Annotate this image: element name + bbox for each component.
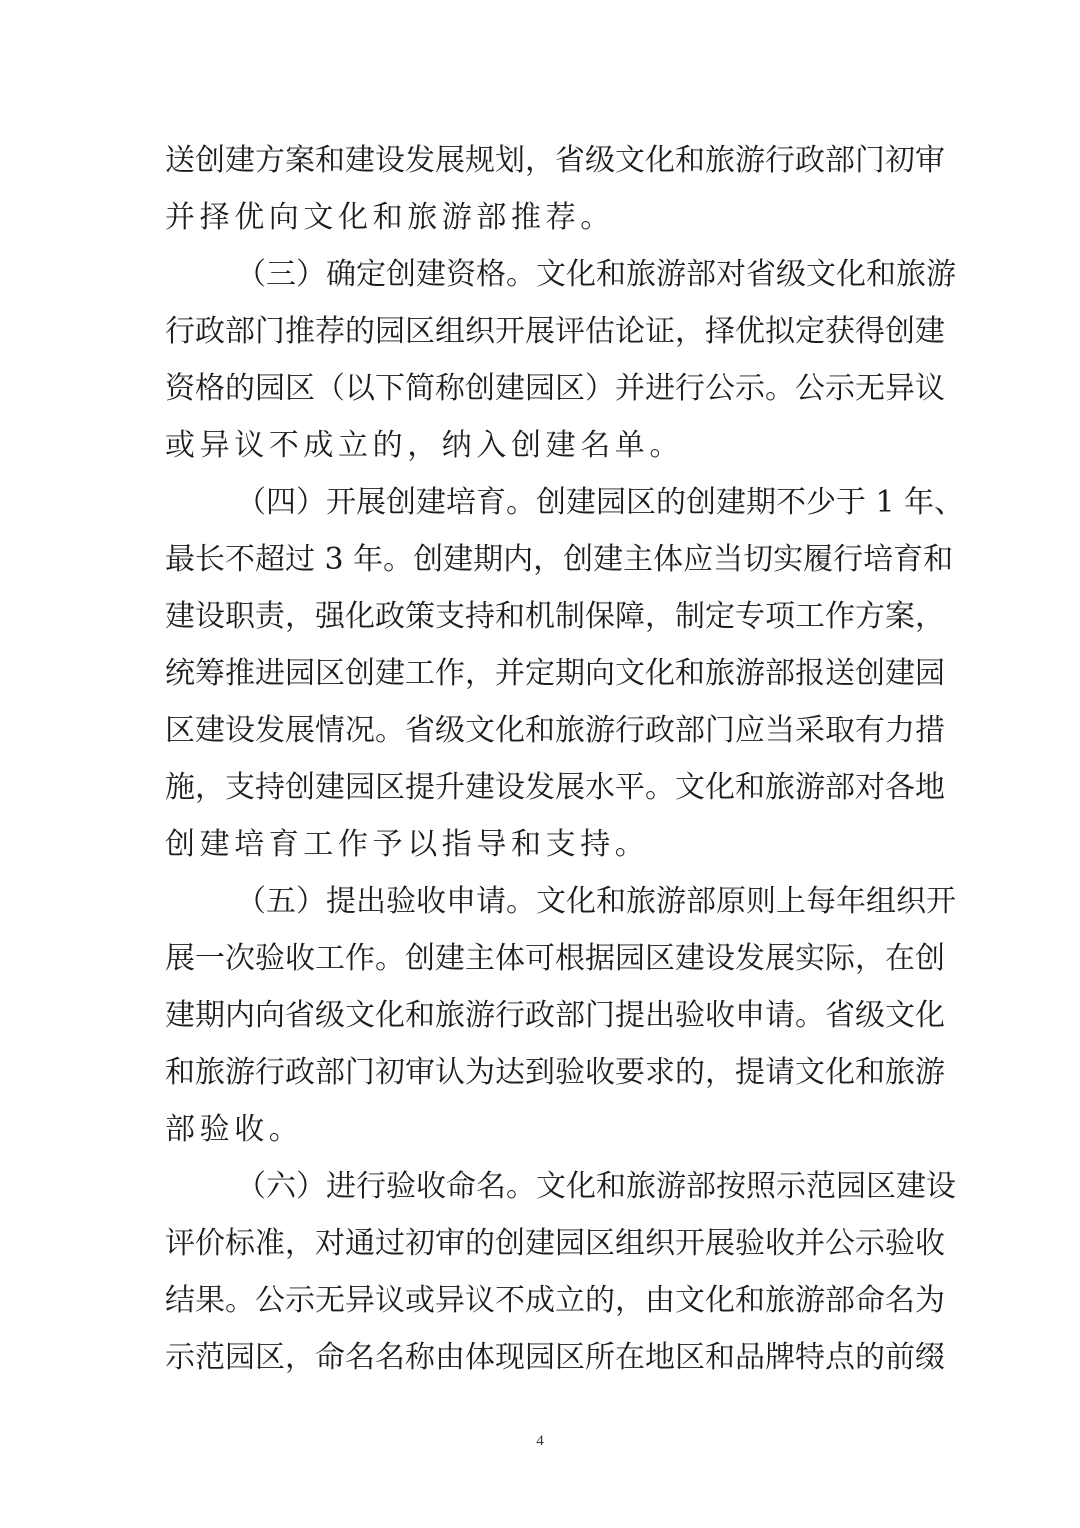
paragraph-heading-line: （四）开展创建培育。创建园区的创建期不少于 1 年、 <box>236 485 965 520</box>
text-line: 送创建方案和建设发展规划，省级文化和旅游行政部门初审 <box>165 143 945 178</box>
text-line: 建设职责，强化政策支持和机制保障，制定专项工作方案， <box>165 599 945 634</box>
text-line: 资格的园区（以下简称创建园区）并进行公示。公示无异议 <box>165 371 945 406</box>
text-line: 创建培育工作予以指导和支持。 <box>165 827 650 862</box>
paragraph-heading-line: （五）提出验收申请。文化和旅游部原则上每年组织开 <box>236 884 956 919</box>
paragraph-heading-line: （六）进行验收命名。文化和旅游部按照示范园区建设 <box>236 1169 956 1204</box>
text-line: 统筹推进园区创建工作，并定期向文化和旅游部报送创建园 <box>165 656 945 691</box>
text-line: 建期内向省级文化和旅游行政部门提出验收申请。省级文化 <box>165 998 945 1033</box>
text-line: 结果。公示无异议或异议不成立的，由文化和旅游部命名为 <box>165 1283 945 1318</box>
text-line: 施，支持创建园区提升建设发展水平。文化和旅游部对各地 <box>165 770 945 805</box>
text-line: 行政部门推荐的园区组织开展评估论证，择优拟定获得创建 <box>165 314 945 349</box>
text-line: 和旅游行政部门初审认为达到验收要求的，提请文化和旅游 <box>165 1055 945 1090</box>
text-line: 示范园区，命名名称由体现园区所在地区和品牌特点的前缀 <box>165 1340 945 1375</box>
text-line: 评价标准，对通过初审的创建园区组织开展验收并公示验收 <box>165 1226 945 1261</box>
paragraph-heading-line: （三）确定创建资格。文化和旅游部对省级文化和旅游 <box>236 257 956 292</box>
text-line: 展一次验收工作。创建主体可根据园区建设发展实际，在创 <box>165 941 945 976</box>
text-line: 部验收。 <box>165 1112 304 1147</box>
text-line: 最长不超过 3 年。创建期内，创建主体应当切实履行培育和 <box>165 542 954 577</box>
text-line: 并择优向文化和旅游部推荐。 <box>165 200 615 235</box>
text-line: 或异议不成立的，纳入创建名单。 <box>165 428 684 463</box>
text-line: 区建设发展情况。省级文化和旅游行政部门应当采取有力措 <box>165 713 945 748</box>
page-number: 4 <box>536 1433 544 1449</box>
